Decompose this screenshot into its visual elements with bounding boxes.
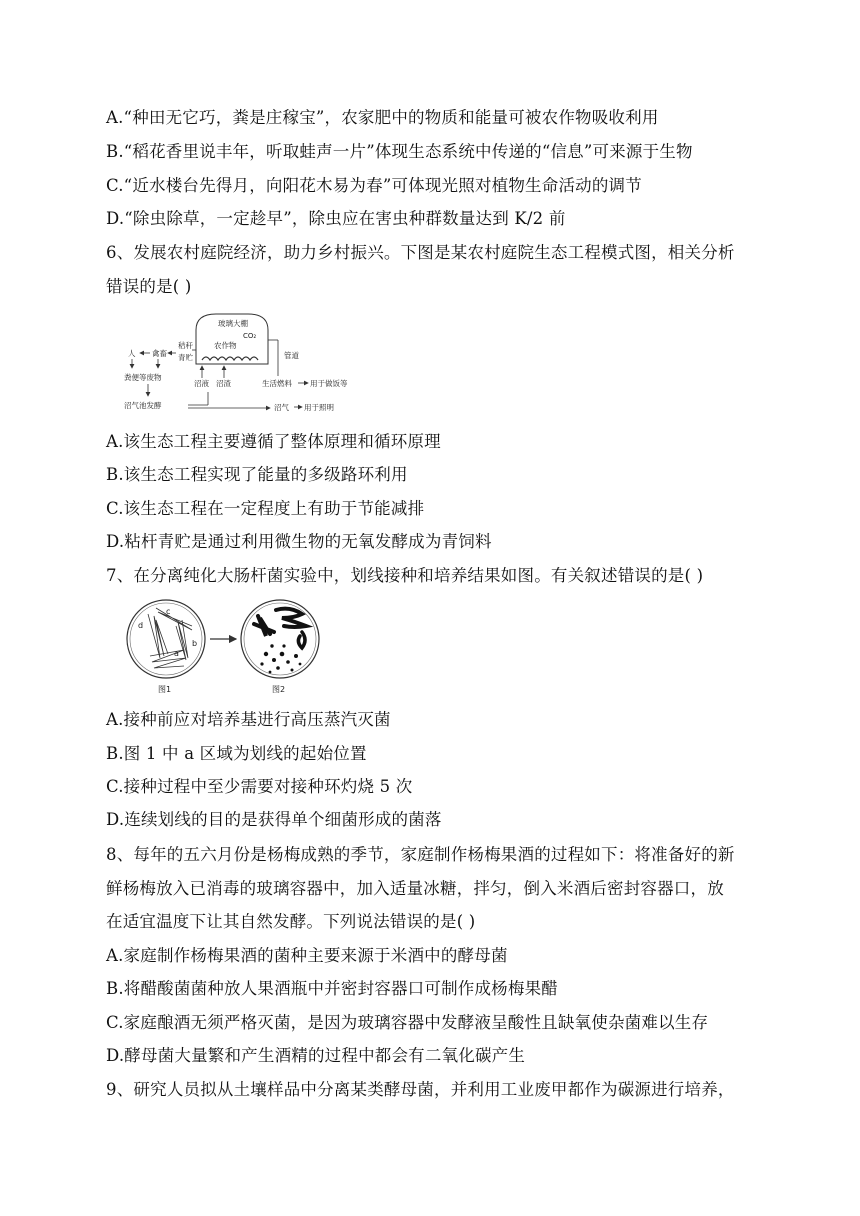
cooking-label: 用于做饭等 xyxy=(310,379,348,388)
q8-stem-line3: 在适宜温度下让其自然发酵。下列说法错误的是( ) xyxy=(106,912,476,931)
colony-streak-3 xyxy=(298,632,305,648)
pipe-label: 管道 xyxy=(284,351,299,360)
q7-option-b: B.图 1 中 a 区域为划线的起始位置 xyxy=(106,744,367,763)
plate-2 xyxy=(241,600,319,678)
fuel-label: 生活燃料 xyxy=(262,379,292,388)
q8-stem-line1: 8、每年的五六月份是杨梅成熟的季节，家庭制作杨梅果酒的过程如下：将准备好的新 xyxy=(106,845,735,864)
q5-option-a: A.“种田无它巧，粪是庄稼宝”，农家肥中的物质和能量可被农作物吸收利用 xyxy=(106,108,659,127)
single-colonies xyxy=(260,644,301,673)
q6-option-a: A.该生态工程主要遵循了整体原理和循环原理 xyxy=(106,432,441,451)
q7-stem: 7、在分离纯化大肠杆菌实验中，划线接种和培养结果如图。有关叙述错误的是( ) xyxy=(106,566,704,585)
biogas-label: 沼气 xyxy=(274,403,289,412)
q8-stem-line2: 鲜杨梅放入已消毒的玻璃容器中，加入适量冰糖，拌匀，倒入米酒后密封容器口，放 xyxy=(106,879,724,898)
colony-streak-1 xyxy=(254,616,274,636)
straw-label: 秸秆 xyxy=(178,341,193,350)
co2-label: CO₂ xyxy=(243,332,257,340)
greenhouse-label: 玻璃大棚 xyxy=(218,319,248,328)
q7-option-d: D.连续划线的目的是获得单个细菌形成的菌落 xyxy=(106,810,442,829)
human-label: 人 xyxy=(128,349,136,358)
livestock-label: 禽畜 xyxy=(152,349,167,358)
region-d-label: d xyxy=(138,621,144,630)
q5-option-b: B.“稻花香里说丰年，听取蛙声一片”体现生态系统中传递的“信息”可来源于生物 xyxy=(106,142,693,161)
q6-option-b: B.该生态工程实现了能量的多级路环利用 xyxy=(106,465,408,484)
streak-region-d xyxy=(148,614,168,658)
residue-label: 沼渣 xyxy=(216,379,231,388)
biogas-digester-label: 沼气池发酵 xyxy=(124,401,162,410)
q8-option-c: C.家庭酿酒无须严格灭菌，是因为玻璃容器中发酵液呈酸性且缺氧使杂菌难以生存 xyxy=(106,1013,709,1032)
streak-plate-figure xyxy=(126,596,326,698)
streak-region-c xyxy=(156,608,192,630)
q8-option-d: D.酵母菌大量繁和产生酒精的过程中都会有二氧化碳产生 xyxy=(106,1046,526,1065)
q6-option-d: D.粘杆青贮是通过利用微生物的无氧发酵成为青饲料 xyxy=(106,532,492,551)
lighting-label: 用于照明 xyxy=(304,403,334,412)
q7-option-c: C.接种过程中至少需要对接种环灼烧 5 次 xyxy=(106,777,413,796)
q8-option-b: B.将醋酸菌菌种放人果酒瓶中并密封容器口可制作成杨梅果醋 xyxy=(106,979,558,998)
q6-stem-line2: 错误的是( ) xyxy=(106,277,192,296)
q5-option-c: C.“近水楼台先得月，向阳花木易为春”可体现光照对植物生命活动的调节 xyxy=(106,176,642,195)
fig1-caption: 图1 xyxy=(158,685,172,694)
q6-option-c: C.该生态工程在一定程度上有助于节能减排 xyxy=(106,499,425,518)
eco-engineering-diagram xyxy=(118,310,358,418)
q9-stem-line1: 9、研究人员拟从土壤样品中分离某类酵母菌，并利用工业废甲都作为碳源进行培养， xyxy=(106,1080,735,1099)
colony-streak-2 xyxy=(276,609,306,627)
silage-label: 青贮 xyxy=(178,353,193,362)
q6-stem-line1: 6、发展农村庭院经济，助力乡村振兴。下图是某农村庭院生态工程模式图，相关分析 xyxy=(106,243,735,262)
slurry-label: 沼液 xyxy=(194,379,209,388)
fig2-caption: 图2 xyxy=(272,685,286,694)
region-a-label: a xyxy=(174,649,179,658)
crop-plants-icon xyxy=(202,357,258,360)
region-b-label: b xyxy=(192,639,198,648)
q5-option-d: D.“除虫除草，一定趁早”，除虫应在害虫种群数量达到 K/2 前 xyxy=(106,209,566,228)
q8-option-a: A.家庭制作杨梅果酒的菌种主要来源于米酒中的酵母菌 xyxy=(106,946,508,965)
region-c-label: c xyxy=(166,607,171,616)
crops-label: 农作物 xyxy=(214,341,237,350)
q7-option-a: A.接种前应对培养基进行高压蒸汽灭菌 xyxy=(106,710,391,729)
streak-region-a xyxy=(150,650,186,668)
manure-label: 粪便等废物 xyxy=(124,373,162,382)
